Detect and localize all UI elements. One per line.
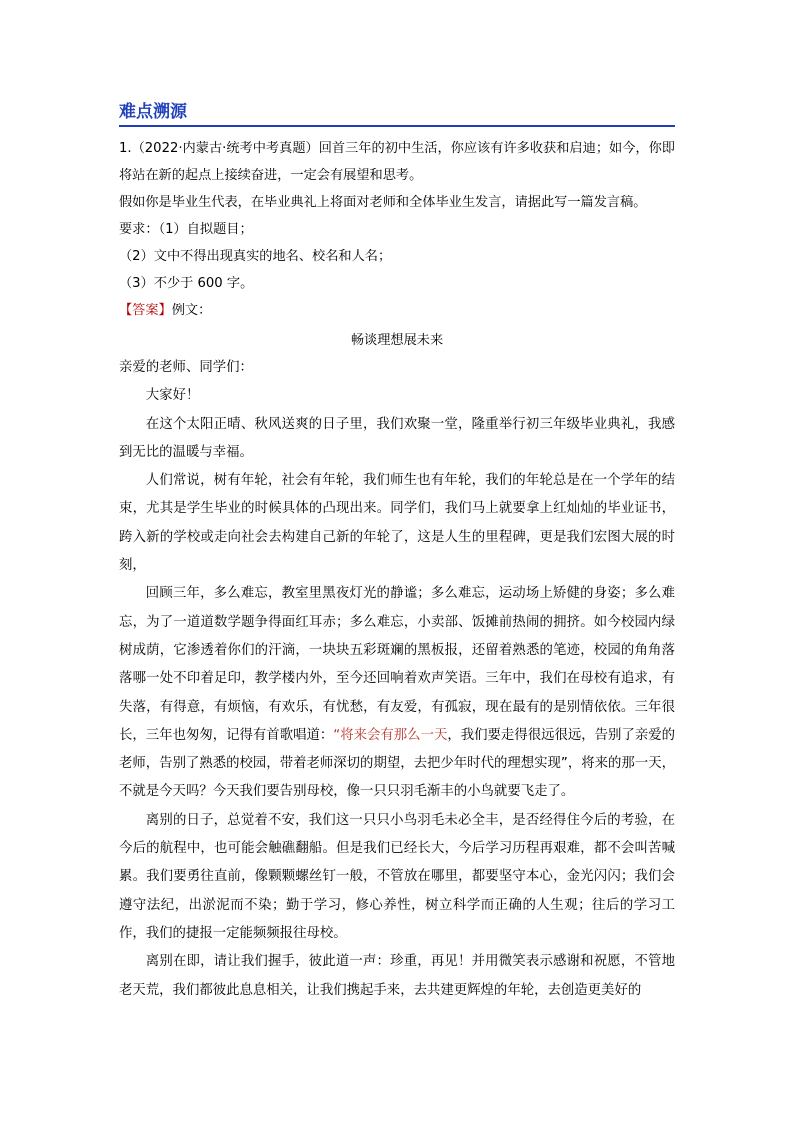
paragraph-3-text-continued: ，我们要走得很远很远，告别了亲爱的老师，告别了熟悉的校园，带着老师深切的期望，去把少年时代的理想实现”，将来的那一天，不就是今天吗？今天我们要告别母校，像一只只羽毛渐丰的小鸟就要飞走了。 — [119, 727, 676, 800]
question-task: 假如你是毕业生代表，在毕业典礼上将面对老师和全体毕业生发言，请据此写一篇发言稿。 — [119, 195, 647, 210]
requirement-2: （2）文中不得出现真实的地名、校名和人名； — [119, 249, 392, 264]
answer-intro: 例文： — [171, 303, 212, 318]
essay-paragraph-3 — [119, 580, 675, 806]
essay-paragraph-1: 在这个太阳正晴、秋风送爽的日子里，我们欢聚一堂，隆重举行初三年级毕业典礼，我感到无比的温暖与幸福。 — [119, 416, 675, 460]
requirement-1: 要求：（1）自拟题目； — [119, 222, 253, 237]
question-block — [119, 135, 675, 297]
question-stem: 1.（2022·内蒙古·统考中考真题）回首三年的初中生活，你应该有许多收获和启迪；如今，你即将站在新的起点上接续奋进，一定会有展望和思考。 — [119, 141, 675, 183]
section-heading: 难点溯源 — [119, 100, 675, 127]
essay-greeting: 大家好！ — [145, 388, 200, 404]
paragraph-3-text: 回顾三年，多么难忘，教室里黑夜灯光的静谧；多么难忘，运动场上矫健的身姿；多么难忘，为了一道道数学题争得面红耳赤；多么难忘，小卖部、饭摊前热闹的拥挤。如今校园内绿树成荫，它渗透着你们的汗滴，一块块五彩斑斓的黑板报，还留着熟悉的笔迹，校园的角角落落哪一处不印着足印，教学楼内外，至今还回响着欢声笑语。三年中，我们在母校有追求，有失落，有得意，有烦恼，有欢乐，有忧愁，有友爱，有孤寂，现在最有的是别情依依。三年很长，三年也匆匆，记得有首歌唱道： — [119, 586, 675, 743]
essay-paragraph-4: 离别的日子，总觉着不安，我们这一只只小鸟羽毛未必全丰，是否经得住今后的考验，在今后的航程中，也可能会触礁翻船。但是我们已经长大，今后学习历程再艰难，都不会叫苦喊累。我们要勇往直前，像颗颗螺丝钉一般，不管放在哪里，都要坚守本心，金光闪闪；我们会遵守法纪，出淤泥而不染；勤于学习，修心养性，树立科学而正确的人生观；往后的学习工作，我们的捷报一定能频频报往母校。 — [119, 812, 675, 941]
essay-body — [119, 354, 675, 1005]
essay-paragraph-2: 人们常说，树有年轮，社会有年轮，我们师生也有年轮，我们的年轮总是在一个学年的结束，尤其是学生毕业的时候具体的凸现出来。同学们，我们马上就要拿上红灿灿的毕业证书，跨入新的学校或走向社会去构建自己新的年轮了，这是人生的里程碑，更是我们宏图大展的时刻， — [119, 473, 675, 574]
answer-label: 【答案】 — [119, 303, 172, 318]
document-page — [119, 100, 675, 1005]
song-quote: “将来会有那么一天 — [333, 727, 448, 743]
essay-paragraph-5: 离别在即，请让我们握手，彼此道一声：珍重，再见！并用微笑表示感谢和祝愿，不管地老天荒，我们都彼此息息相关，让我们携起手来，去共建更辉煌的年轮，去创造更美好的 — [119, 954, 675, 998]
requirement-3: （3）不少于 600 字。 — [119, 276, 254, 291]
essay-salutation: 亲爱的老师、同学们： — [119, 360, 253, 375]
essay-title: 畅谈理想展未来 — [350, 333, 444, 348]
answer-header — [119, 297, 675, 324]
